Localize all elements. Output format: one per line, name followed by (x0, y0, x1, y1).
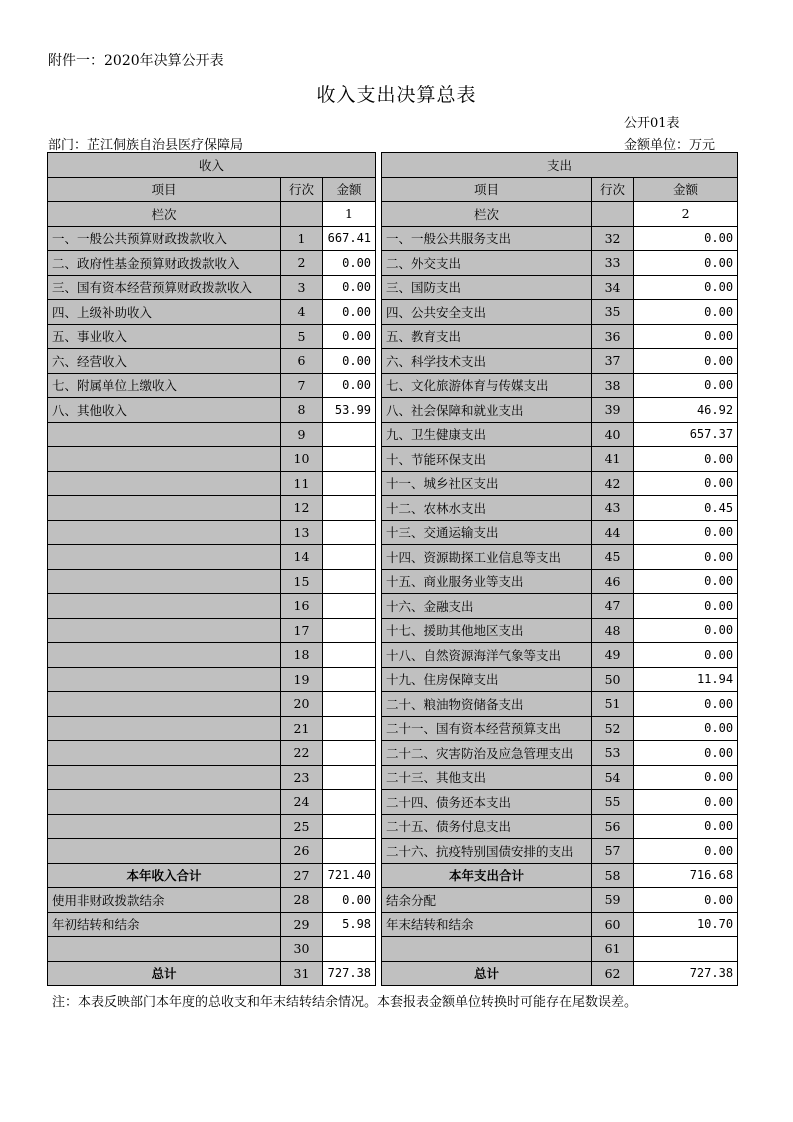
income-item-cell: 八、其他收入 (48, 398, 281, 423)
expense-line-blank (592, 202, 634, 227)
expense-item-cell: 十二、农林水支出 (382, 496, 592, 521)
table-row (48, 643, 738, 668)
income-item-cell: 七、附属单位上缴收入 (48, 373, 281, 398)
income-item-cell: 使用非财政拨款结余 (48, 888, 281, 913)
income-line-cell: 20 (281, 692, 323, 717)
expense-line-cell: 56 (592, 814, 634, 839)
expense-item-cell: 十五、商业服务业等支出 (382, 569, 592, 594)
income-line-cell: 2 (281, 251, 323, 276)
income-line-cell: 15 (281, 569, 323, 594)
expense-line-cell: 57 (592, 839, 634, 864)
income-item-cell (48, 618, 281, 643)
income-line-cell: 26 (281, 839, 323, 864)
expense-line-cell: 41 (592, 447, 634, 472)
expense-item-cell: 九、卫生健康支出 (382, 422, 592, 447)
expense-amount-cell: 0.00 (634, 692, 738, 717)
expense-line-cell: 62 (592, 961, 634, 986)
income-line-cell: 24 (281, 790, 323, 815)
column-header-row (48, 177, 738, 202)
expense-amount-cell: 0.00 (634, 741, 738, 766)
expense-item-cell: 六、科学技术支出 (382, 349, 592, 374)
income-amount-cell: 0.00 (323, 324, 376, 349)
expense-item-cell (382, 937, 592, 962)
income-line-header: 行次 (281, 177, 323, 202)
expense-amount-cell: 0.00 (634, 765, 738, 790)
expense-line-cell: 39 (592, 398, 634, 423)
expense-line-cell: 36 (592, 324, 634, 349)
expense-amount-cell: 0.00 (634, 839, 738, 864)
income-line-cell: 31 (281, 961, 323, 986)
expense-item-cell: 七、文化旅游体育与传媒支出 (382, 373, 592, 398)
income-item-cell (48, 594, 281, 619)
expense-item-cell: 本年支出合计 (382, 863, 592, 888)
table-row (48, 251, 738, 276)
expense-item-cell: 十三、交通运输支出 (382, 520, 592, 545)
expense-line-cell: 32 (592, 226, 634, 251)
expense-line-cell: 44 (592, 520, 634, 545)
expense-section-header: 支出 (382, 153, 738, 178)
income-amount-cell (323, 765, 376, 790)
income-line-cell: 4 (281, 300, 323, 325)
table-row (48, 520, 738, 545)
table-row (48, 373, 738, 398)
income-amount-cell: 0.00 (323, 373, 376, 398)
income-line-cell: 16 (281, 594, 323, 619)
expense-amount-cell: 727.38 (634, 961, 738, 986)
income-item-cell (48, 496, 281, 521)
income-line-cell: 11 (281, 471, 323, 496)
expense-amount-cell: 0.00 (634, 324, 738, 349)
table-row (48, 839, 738, 864)
expense-amount-header: 金额 (634, 177, 738, 202)
table-row (48, 398, 738, 423)
table-row (48, 594, 738, 619)
table-row (48, 226, 738, 251)
expense-amount-cell: 11.94 (634, 667, 738, 692)
expense-line-cell: 60 (592, 912, 634, 937)
income-item-cell (48, 643, 281, 668)
income-amount-cell (323, 692, 376, 717)
income-item-cell (48, 839, 281, 864)
expense-item-cell: 二十、粮油物资储备支出 (382, 692, 592, 717)
page-title: 收入支出决算总表 (316, 84, 477, 106)
table-row (48, 349, 738, 374)
expense-amount-cell: 0.00 (634, 790, 738, 815)
expense-amount-cell: 0.00 (634, 716, 738, 741)
income-line-cell: 29 (281, 912, 323, 937)
income-item-cell: 五、事业收入 (48, 324, 281, 349)
expense-item-cell: 十一、城乡社区支出 (382, 471, 592, 496)
expense-amount-cell: 0.00 (634, 888, 738, 913)
expense-line-cell: 34 (592, 275, 634, 300)
table-row (48, 618, 738, 643)
income-item-cell: 本年收入合计 (48, 863, 281, 888)
expense-item-cell: 四、公共安全支出 (382, 300, 592, 325)
table-row (48, 692, 738, 717)
expense-line-cell: 47 (592, 594, 634, 619)
income-amount-cell (323, 569, 376, 594)
expense-line-header: 行次 (592, 177, 634, 202)
expense-amount-cell: 0.00 (634, 594, 738, 619)
income-item-cell: 二、政府性基金预算财政拨款收入 (48, 251, 281, 276)
income-item-cell (48, 814, 281, 839)
income-amount-cell (323, 545, 376, 570)
expense-line-cell: 48 (592, 618, 634, 643)
unit-label: 金额单位：万元 (624, 138, 716, 153)
income-amount-cell (323, 667, 376, 692)
expense-amount-cell: 0.00 (634, 545, 738, 570)
income-item-cell (48, 667, 281, 692)
expense-amount-cell: 0.00 (634, 226, 738, 251)
income-item-cell (48, 520, 281, 545)
department-label: 部门：芷江侗族自治县医疗保障局 (48, 138, 244, 153)
expense-item-cell: 二、外交支出 (382, 251, 592, 276)
expense-amount-cell: 0.00 (634, 275, 738, 300)
income-line-cell: 17 (281, 618, 323, 643)
expense-line-cell: 33 (592, 251, 634, 276)
income-column-label: 栏次 (48, 202, 281, 227)
expense-column-label: 栏次 (382, 202, 592, 227)
income-amount-cell (323, 814, 376, 839)
expense-item-cell: 二十六、抗疫特别国债安排的支出 (382, 839, 592, 864)
income-expense-table (47, 152, 738, 986)
expense-line-cell: 55 (592, 790, 634, 815)
income-line-cell: 21 (281, 716, 323, 741)
expense-line-cell: 49 (592, 643, 634, 668)
income-line-cell: 8 (281, 398, 323, 423)
expense-item-cell: 二十五、债务付息支出 (382, 814, 592, 839)
expense-item-header: 项目 (382, 177, 592, 202)
expense-amount-cell: 0.00 (634, 569, 738, 594)
expense-amount-cell: 10.70 (634, 912, 738, 937)
expense-line-cell: 43 (592, 496, 634, 521)
income-line-cell: 7 (281, 373, 323, 398)
income-amount-cell: 0.00 (323, 275, 376, 300)
income-item-cell: 四、上级补助收入 (48, 300, 281, 325)
expense-line-cell: 53 (592, 741, 634, 766)
income-amount-cell: 667.41 (323, 226, 376, 251)
income-line-cell: 3 (281, 275, 323, 300)
income-amount-cell: 0.00 (323, 251, 376, 276)
expense-line-cell: 45 (592, 545, 634, 570)
table-body (48, 226, 738, 986)
income-line-cell: 9 (281, 422, 323, 447)
income-amount-cell (323, 741, 376, 766)
expense-line-cell: 37 (592, 349, 634, 374)
income-item-cell (48, 765, 281, 790)
income-amount-cell (323, 447, 376, 472)
expense-item-cell: 总计 (382, 961, 592, 986)
total-row (48, 961, 738, 986)
table-row (48, 765, 738, 790)
expense-line-cell: 59 (592, 888, 634, 913)
expense-line-cell: 58 (592, 863, 634, 888)
total-row (48, 863, 738, 888)
expense-item-cell: 五、教育支出 (382, 324, 592, 349)
expense-item-cell: 十九、住房保障支出 (382, 667, 592, 692)
income-item-cell (48, 716, 281, 741)
table-row (48, 814, 738, 839)
income-column-number: 1 (323, 202, 376, 227)
income-item-cell: 总计 (48, 961, 281, 986)
expense-amount-cell: 0.00 (634, 447, 738, 472)
column-number-row (48, 202, 738, 227)
income-amount-cell: 727.38 (323, 961, 376, 986)
income-line-cell: 10 (281, 447, 323, 472)
income-item-cell (48, 937, 281, 962)
income-item-cell (48, 790, 281, 815)
income-item-cell: 年初结转和结余 (48, 912, 281, 937)
table-row (48, 324, 738, 349)
income-line-blank (281, 202, 323, 227)
footnote: 注：本表反映部门本年度的总收支和年末结转结余情况。本套报表金额单位转换时可能存在尾数误差。 (52, 995, 638, 1010)
expense-amount-cell: 0.00 (634, 251, 738, 276)
expense-line-cell: 54 (592, 765, 634, 790)
expense-item-cell: 二十一、国有资本经营预算支出 (382, 716, 592, 741)
expense-amount-cell: 0.45 (634, 496, 738, 521)
income-item-cell (48, 545, 281, 570)
budget-table-container (47, 152, 737, 986)
table-row (48, 569, 738, 594)
income-amount-cell (323, 618, 376, 643)
income-item-cell (48, 471, 281, 496)
income-item-header: 项目 (48, 177, 281, 202)
section-header-row (48, 153, 738, 178)
table-row (48, 790, 738, 815)
expense-amount-cell (634, 937, 738, 962)
table-row (48, 471, 738, 496)
income-line-cell: 18 (281, 643, 323, 668)
expense-line-cell: 38 (592, 373, 634, 398)
expense-line-cell: 50 (592, 667, 634, 692)
table-row (48, 741, 738, 766)
income-amount-cell (323, 422, 376, 447)
income-line-cell: 12 (281, 496, 323, 521)
income-line-cell: 13 (281, 520, 323, 545)
total-row (48, 937, 738, 962)
expense-amount-cell: 46.92 (634, 398, 738, 423)
income-item-cell (48, 447, 281, 472)
income-line-cell: 6 (281, 349, 323, 374)
income-amount-cell: 0.00 (323, 888, 376, 913)
income-line-cell: 5 (281, 324, 323, 349)
table-row (48, 545, 738, 570)
expense-item-cell: 十、节能环保支出 (382, 447, 592, 472)
income-line-cell: 22 (281, 741, 323, 766)
form-code: 公开01表 (624, 116, 680, 131)
total-row (48, 912, 738, 937)
expense-item-cell: 十八、自然资源海洋气象等支出 (382, 643, 592, 668)
income-line-cell: 14 (281, 545, 323, 570)
income-amount-cell (323, 471, 376, 496)
income-amount-cell (323, 520, 376, 545)
income-item-cell: 六、经营收入 (48, 349, 281, 374)
income-amount-cell (323, 790, 376, 815)
income-amount-cell (323, 594, 376, 619)
expense-item-cell: 年末结转和结余 (382, 912, 592, 937)
expense-item-cell: 二十三、其他支出 (382, 765, 592, 790)
table-row (48, 667, 738, 692)
expense-amount-cell: 0.00 (634, 373, 738, 398)
income-amount-header: 金额 (323, 177, 376, 202)
income-line-cell: 1 (281, 226, 323, 251)
income-item-cell (48, 422, 281, 447)
expense-amount-cell: 0.00 (634, 300, 738, 325)
expense-amount-cell: 0.00 (634, 643, 738, 668)
expense-amount-cell: 657.37 (634, 422, 738, 447)
table-row (48, 496, 738, 521)
income-amount-cell (323, 937, 376, 962)
income-item-cell (48, 569, 281, 594)
expense-line-cell: 42 (592, 471, 634, 496)
expense-line-cell: 52 (592, 716, 634, 741)
expense-column-number: 2 (634, 202, 738, 227)
expense-amount-cell: 0.00 (634, 471, 738, 496)
table-row (48, 422, 738, 447)
income-item-cell: 一、一般公共预算财政拨款收入 (48, 226, 281, 251)
expense-item-cell: 三、国防支出 (382, 275, 592, 300)
expense-item-cell: 十六、金融支出 (382, 594, 592, 619)
income-amount-cell (323, 496, 376, 521)
income-amount-cell: 53.99 (323, 398, 376, 423)
income-section-header: 收入 (48, 153, 376, 178)
expense-item-cell: 结余分配 (382, 888, 592, 913)
income-line-cell: 25 (281, 814, 323, 839)
income-amount-cell (323, 839, 376, 864)
expense-item-cell: 十四、资源勘探工业信息等支出 (382, 545, 592, 570)
total-row (48, 888, 738, 913)
expense-item-cell: 八、社会保障和就业支出 (382, 398, 592, 423)
table-row (48, 716, 738, 741)
income-amount-cell: 5.98 (323, 912, 376, 937)
expense-line-cell: 46 (592, 569, 634, 594)
income-amount-cell: 0.00 (323, 300, 376, 325)
income-line-cell: 27 (281, 863, 323, 888)
expense-line-cell: 40 (592, 422, 634, 447)
expense-line-cell: 61 (592, 937, 634, 962)
income-amount-cell: 0.00 (323, 349, 376, 374)
income-line-cell: 23 (281, 765, 323, 790)
income-line-cell: 28 (281, 888, 323, 913)
table-row (48, 275, 738, 300)
income-amount-cell (323, 716, 376, 741)
income-line-cell: 30 (281, 937, 323, 962)
expense-line-cell: 51 (592, 692, 634, 717)
income-amount-cell (323, 643, 376, 668)
expense-amount-cell: 716.68 (634, 863, 738, 888)
expense-amount-cell: 0.00 (634, 814, 738, 839)
expense-item-cell: 二十二、灾害防治及应急管理支出 (382, 741, 592, 766)
expense-amount-cell: 0.00 (634, 520, 738, 545)
expense-line-cell: 35 (592, 300, 634, 325)
expense-item-cell: 十七、援助其他地区支出 (382, 618, 592, 643)
table-row (48, 300, 738, 325)
income-line-cell: 19 (281, 667, 323, 692)
expense-item-cell: 一、一般公共服务支出 (382, 226, 592, 251)
expense-amount-cell: 0.00 (634, 618, 738, 643)
income-item-cell (48, 741, 281, 766)
expense-item-cell: 二十四、债务还本支出 (382, 790, 592, 815)
attachment-title: 附件一：2020年决算公开表 (48, 53, 224, 69)
income-item-cell: 三、国有资本经营预算财政拨款收入 (48, 275, 281, 300)
table-row (48, 447, 738, 472)
income-amount-cell: 721.40 (323, 863, 376, 888)
income-item-cell (48, 692, 281, 717)
expense-amount-cell: 0.00 (634, 349, 738, 374)
